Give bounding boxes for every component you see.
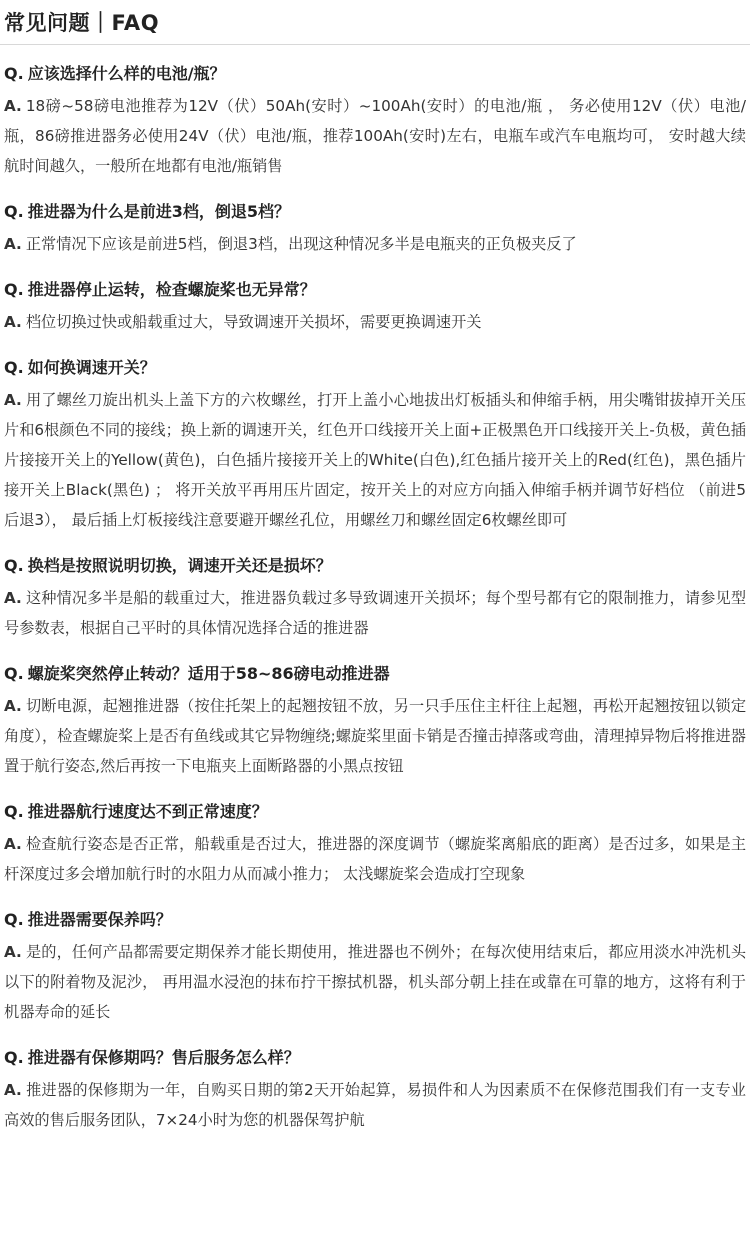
question-text: 推进器停止运转，检查螺旋桨也无异常？ <box>27 280 316 299</box>
answer-text: 18磅~58磅电池推荐为12V（伏）50Ah(安时）~100Ah(安时）的电池/瓶 ， 务必使用12V（伏）电池/瓶，86磅推进器务必使用24V（伏）电池/瓶，推荐100Ah(安时)左右，电瓶车或汽车电瓶均可， 安时越大续航时间越久，一般所在地都有电池/瓶销售 <box>4 97 746 175</box>
faq-answer <box>4 229 746 259</box>
faq-answer <box>4 307 746 337</box>
question-prefix: Q. <box>4 280 24 299</box>
answer-prefix: A. <box>4 97 22 115</box>
faq-list <box>0 61 750 1135</box>
answer-text: 是的，任何产品都需要定期保养才能长期使用，推进器也不例外；在每次使用结束后，都应用淡水冲洗机头以下的附着物及泥沙， 再用温水浸泡的抹布拧干擦拭机器，机头部分朝上挂在或靠在可靠的地方，这将有利于机器寿命的延长 <box>4 943 746 1021</box>
faq-item <box>4 277 746 337</box>
answer-text: 用了螺丝刀旋出机头上盖下方的六枚螺丝，打开上盖小心地拔出灯板插头和伸缩手柄，用尖嘴钳拔掉开关压片和6根颜色不同的接线；换上新的调速开关，红色开口线接开关上面+正极黑色开口线接开关上-负极，黄色插片接接开关上的Yellow(黄色)，白色插片接接开关上的White(白色),红色插片接开关上的Red(红色)，黑色插片接开关上Black(黑色) ； 将开关放平再用压片固定，按开关上的对应方向插入伸缩手柄并调节好档位 （前进5 后退3）， 最后插上灯板接线注意要避开螺丝孔位，用螺丝刀和螺丝固定6枚螺丝即可 <box>4 391 746 529</box>
faq-answer <box>4 829 746 889</box>
faq-question <box>4 799 746 825</box>
question-prefix: Q. <box>4 556 24 575</box>
faq-item <box>4 61 746 181</box>
answer-prefix: A. <box>4 235 22 253</box>
answer-prefix: A. <box>4 835 22 853</box>
answer-prefix: A. <box>4 697 22 715</box>
page-title: 常见问题｜FAQ <box>4 11 160 35</box>
faq-item <box>4 799 746 889</box>
answer-text: 这种情况多半是船的载重过大，推进器负载过多导致调速开关损坏；每个型号都有它的限制推力，请参见型号参数表，根据自己平时的具体情况选择合适的推进器 <box>4 589 746 637</box>
faq-answer <box>4 583 746 643</box>
faq-item <box>4 553 746 643</box>
faq-question <box>4 907 746 933</box>
faq-question <box>4 61 746 87</box>
question-text: 推进器需要保养吗？ <box>27 910 172 929</box>
question-text: 推进器为什么是前进3档，倒退5档？ <box>27 202 290 221</box>
faq-answer <box>4 691 746 781</box>
faq-question <box>4 199 746 225</box>
answer-prefix: A. <box>4 943 22 961</box>
question-text: 推进器航行速度达不到正常速度？ <box>27 802 268 821</box>
faq-answer <box>4 1075 746 1135</box>
question-prefix: Q. <box>4 358 24 377</box>
answer-prefix: A. <box>4 391 22 409</box>
question-text: 如何换调速开关？ <box>27 358 156 377</box>
answer-prefix: A. <box>4 313 22 331</box>
question-text: 换档是按照说明切换，调速开关还是损坏？ <box>27 556 332 575</box>
faq-answer <box>4 91 746 181</box>
question-prefix: Q. <box>4 1048 24 1067</box>
faq-answer <box>4 385 746 535</box>
faq-question <box>4 661 746 687</box>
question-prefix: Q. <box>4 664 24 683</box>
faq-question <box>4 1045 746 1071</box>
faq-question <box>4 355 746 381</box>
faq-item <box>4 355 746 535</box>
page-header <box>0 0 750 45</box>
faq-question <box>4 553 746 579</box>
answer-text: 切断电源，起翘推进器（按住托架上的起翘按钮不放，另一只手压住主杆往上起翘，再松开起翘按钮以锁定角度），检查螺旋桨上是否有鱼线或其它异物缠绕;螺旋桨里面卡销是否撞击掉落或弯曲，清理掉异物后将推进器置于航行姿态,然后再按一下电瓶夹上面断路器的小黑点按钮 <box>4 697 746 775</box>
question-prefix: Q. <box>4 64 24 83</box>
question-prefix: Q. <box>4 802 24 821</box>
answer-text: 正常情况下应该是前进5档，倒退3档，出现这种情况多半是电瓶夹的正负极夹反了 <box>25 235 577 253</box>
answer-text: 推进器的保修期为一年，自购买日期的第2天开始起算，易损件和人为因素质不在保修范围我们有一支专业高效的售后服务团队，7×24小时为您的机器保驾护航 <box>4 1081 746 1129</box>
question-prefix: Q. <box>4 910 24 929</box>
faq-answer <box>4 937 746 1027</box>
question-text: 应该选择什么样的电池/瓶？ <box>27 64 226 83</box>
question-text: 推进器有保修期吗？售后服务怎么样？ <box>27 1048 300 1067</box>
question-prefix: Q. <box>4 202 24 221</box>
faq-item <box>4 907 746 1027</box>
answer-prefix: A. <box>4 589 22 607</box>
answer-text: 档位切换过快或船载重过大，导致调速开关损坏，需要更换调速开关 <box>25 313 482 331</box>
question-text: 螺旋桨突然停止转动？适用于58~86磅电动推进器 <box>27 664 390 683</box>
answer-prefix: A. <box>4 1081 22 1099</box>
faq-question <box>4 277 746 303</box>
faq-item <box>4 661 746 781</box>
answer-text: 检查航行姿态是否正常，船载重是否过大，推进器的深度调节（螺旋桨离船底的距离）是否过多，如果是主杆深度过多会增加航行时的水阻力从而减小推力； 太浅螺旋桨会造成打空现象 <box>4 835 746 883</box>
faq-item <box>4 199 746 259</box>
faq-item <box>4 1045 746 1135</box>
